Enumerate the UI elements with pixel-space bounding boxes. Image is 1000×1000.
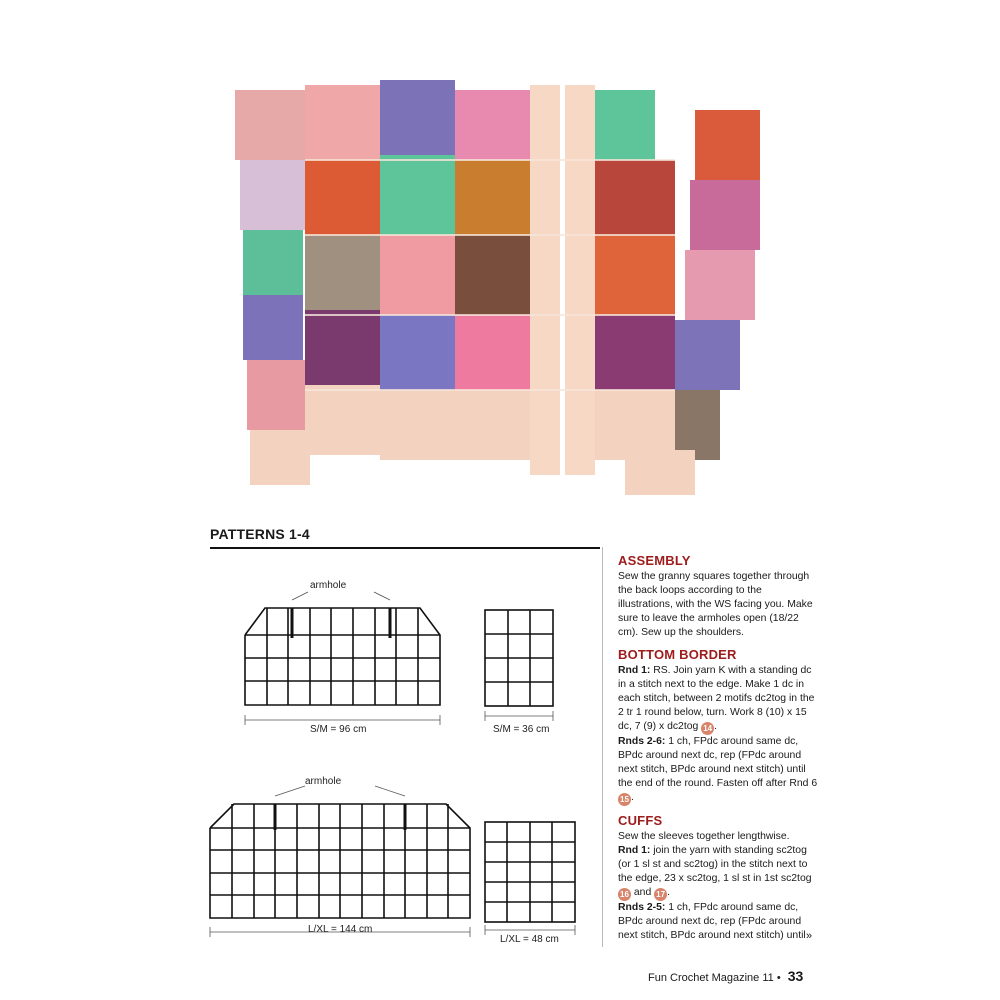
sm-body-diagram [245, 608, 440, 705]
lxl-body-diagram [210, 804, 470, 918]
rnd1-text: RS. Join yarn K with a standing dc in a stitch next to the edge. Make 1 dc in each stitch, between 2 motifs dc2tog in the 2 tr 1 round below, turn. Work 8 (10) x 15 dc, 7 (9) x dc2tog [618, 665, 815, 732]
instructions-column [618, 554, 818, 951]
continue-arrow: » [806, 930, 813, 942]
sm-sleeve-size: S/M = 36 cm [493, 724, 550, 735]
magazine-name: Fun Crochet Magazine 11 [648, 972, 774, 984]
cuffs-title: CUFFS [618, 813, 663, 828]
body-left [305, 80, 455, 460]
assembly-diagrams [200, 560, 600, 950]
rnds2-6-text: 1 ch, FPdc around same dc, BPdc around next dc, rep (FPdc around next stitch, BPdc around next stitch) until the end of the round. Fasten off after Rnd 6 [618, 736, 818, 789]
footer-bullet: • [776, 972, 781, 984]
column-divider [602, 547, 603, 947]
body-right [595, 90, 675, 460]
cuffs-section [618, 814, 818, 943]
sm-armhole-label: armhole [310, 580, 347, 591]
cardigan-photo [225, 70, 785, 510]
sm-armhole-leader [292, 592, 390, 600]
left-sleeve [235, 90, 310, 485]
cuffs-rnd1-and: and [631, 887, 655, 898]
bottom-border-title: BOTTOM BORDER [618, 647, 737, 662]
cuffs-rnd1-label: Rnd 1: [618, 845, 651, 856]
bottom-border-section [618, 648, 818, 806]
step-badge-17: 17 [654, 888, 667, 901]
cuffs-intro: Sew the sleeves together lengthwise. [618, 831, 790, 842]
cuffs-rnd1: Rnd 1: join the yarn with standing sc2tog (or 1 sl st and sc2tog) in the stitch next to the edge, 23 x sc2tog, 1 sl st in 1st sc2tog 16 and 17 . [618, 845, 812, 899]
step-badge-16: 16 [618, 888, 631, 901]
page-number: 33 [787, 968, 804, 984]
lxl-armhole-label: armhole [305, 776, 342, 787]
assembly-title: ASSEMBLY [618, 553, 691, 568]
cuffs-rnds2-5-label: Rnds 2-5: [618, 902, 666, 913]
cuffs-rnds2-5-text: 1 ch, FPdc around same dc, BPdc around next dc, rep (FPdc around next stitch, BPdc around next stitch) until [618, 902, 806, 941]
rnd1-label: Rnd 1: [618, 665, 651, 676]
bottom-border-rnds2-6: Rnds 2-6: 1 ch, FPdc around same dc, BPdc around next dc, rep (FPdc around next stitch, BPdc around next stitch) until the end of the round. Fasten off after Rnd 6 15 . [618, 736, 818, 804]
assembly-section [618, 554, 818, 640]
rnds2-6-label: Rnds 2-6: [618, 736, 666, 747]
body-center [455, 85, 595, 475]
sm-sleeve-diagram [485, 610, 553, 706]
cuffs-rnd1-text: join the yarn with standing sc2tog (or 1 sl st and sc2tog) in the stitch next to the edge, 23 x sc2tog, 1 sl st in 1st sc2tog [618, 845, 812, 884]
lxl-body-size: L/XL = 144 cm [308, 924, 373, 935]
section-rule [210, 547, 600, 549]
lxl-sleeve-diagram [485, 822, 575, 922]
cuffs-rnds2-5 [618, 901, 818, 943]
page-footer [648, 968, 803, 984]
sm-body-size: S/M = 96 cm [310, 724, 367, 735]
lxl-armhole-leader [275, 786, 405, 796]
sm-sleeve-dim-line [485, 711, 553, 721]
lxl-sleeve-size: L/XL = 48 cm [500, 934, 559, 945]
step-badge-14: 14 [701, 722, 714, 735]
step-badge-15: 15 [618, 793, 631, 806]
assembly-text: Sew the granny squares together through the back loops according to the illustrations, with the WS facing you. Make sure to leave the armholes open (18/22 cm). Sew up the shoulders. [618, 571, 813, 638]
bottom-border-rnd1: Rnd 1: RS. Join yarn K with a standing dc in a stitch next to the edge. Make 1 dc in each stitch, between 2 motifs dc2tog in the 2 tr 1 round below, turn. Work 8 (10) x 15 dc, 7 (9) x dc2tog 14 . [618, 665, 815, 733]
section-title: PATTERNS 1-4 [210, 526, 310, 542]
